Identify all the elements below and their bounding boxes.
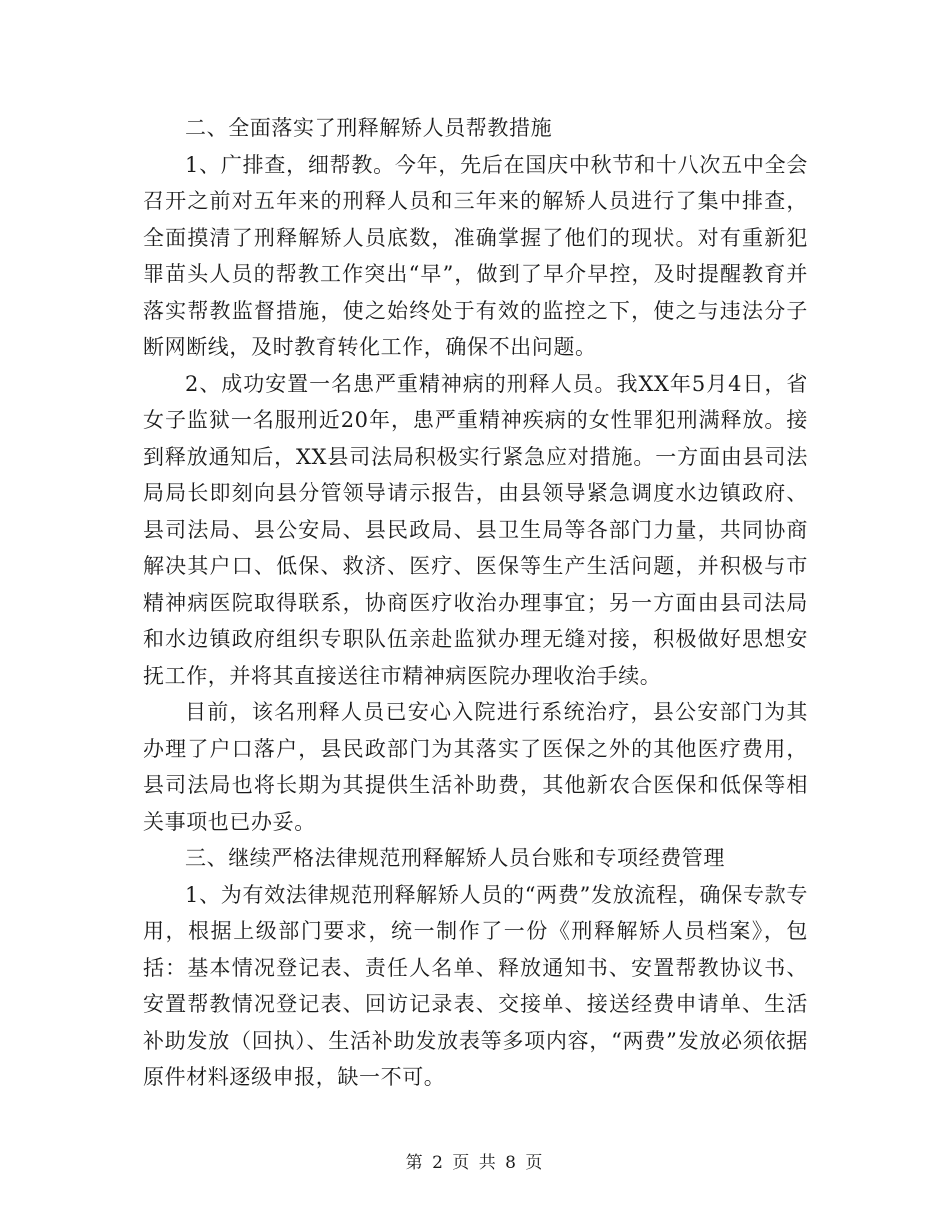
- paragraph-placement: 2、成功安置一名患严重精神病的刑释人员。我XX年5月4日，省女子监狱一名服刑近20年，患严重精神疾病的女性罪犯刑满释放。接到释放通知后，XX县司法局积极实行紧急应对措施。一方面由县司法局局长即刻向县分管领导请示报告，由县领导紧急调度水边镇政府、县司法局、县公安局、县民政局、县卫生局等各部门力量，共同协商解决其户口、低保、救济、医疗、医保等生产生活问题，并积极与市精神病医院取得联系，协商医疗收治办理事宜；另一方面由县司法局和水边镇政府组织专职队伍亲赴监狱办理无缝对接，积极做好思想安抚工作，并将其直接送往市精神病医院办理收治手续。: [143, 371, 808, 688]
- paragraph-current-status: 目前，该名刑释人员已安心入院进行系统治疗，县公安部门为其办理了户口落户，县民政部门为其落实了医保之外的其他医疗费用，县司法局也将长期为其提供生活补助费，其他新农合医保和低保等相关事项也已办妥。: [143, 700, 808, 834]
- paragraph-screening: 1、广排查，细帮教。今年，先后在国庆中秋节和十八次五中全会召开之前对五年来的刑释人员和三年来的解矫人员进行了集中排查，全面摸清了刑释解矫人员底数，准确掌握了他们的现状。对有重新犯罪苗头人员的帮教工作突出“早”，做到了早介早控，及时提醒教育并落实帮教监督措施，使之始终处于有效的监控之下，使之与违法分子断网断线，及时教育转化工作，确保不出问题。: [143, 152, 808, 359]
- paragraph-funding: 1、为有效法律规范刑释解矫人员的“两费”发放流程，确保专款专用，根据上级部门要求，统一制作了一份《刑释解矫人员档案》，包括：基本情况登记表、责任人名单、释放通知书、安置帮教协议书、安置帮教情况登记表、回访记录表、交接单、接送经费申请单、生活补助发放（回执）、生活补助发放表等多项内容，“两费”发放必须依据原件材料逐级申报，缺一不可。: [143, 882, 808, 1089]
- document-body: [143, 110, 808, 1096]
- section-heading-2: 二、全面落实了刑释解矫人员帮教措施: [185, 116, 553, 140]
- page-number-footer: 第 2 页 共 8 页: [405, 1153, 545, 1173]
- section-heading-3: 三、继续严格法律规范刑释解矫人员台账和专项经费管理: [185, 846, 725, 870]
